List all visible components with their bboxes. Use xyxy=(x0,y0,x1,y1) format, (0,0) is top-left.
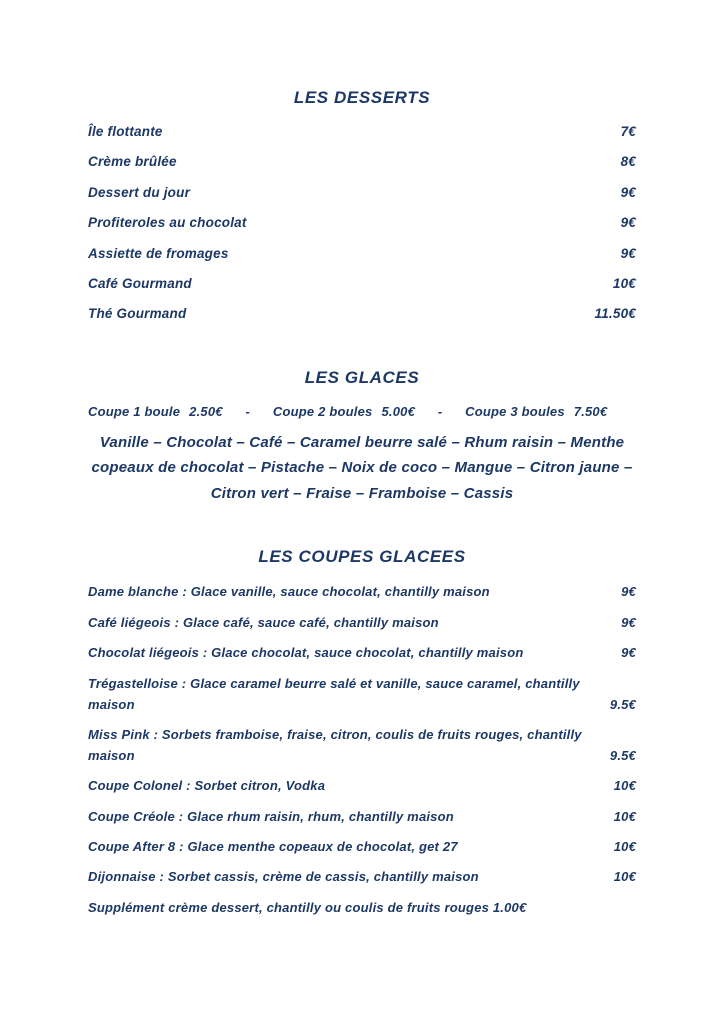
ice-cream-flavors-list: Vanille – Chocolat – Café – Caramel beurre salé – Rhum raisin – Menthe copeaux de chocolat – Pistache – Noix de coco – Mangue – Citron jaune – Citron vert – Fraise – Framboise – Cassis xyxy=(91,433,633,502)
scoop-option-price: 5.00€ xyxy=(381,403,416,419)
menu-item-price: 11.50€ xyxy=(594,306,636,322)
menu-item-row xyxy=(88,208,636,238)
desserts-section-title: LES DESSERTS xyxy=(293,88,431,107)
menu-item-name: Miss Pink : Sorbets framboise, fraise, citron, coulis de fruits rouges, chantilly maison xyxy=(88,726,582,763)
menu-item-price: 9.5€ xyxy=(609,747,636,763)
section-coupes-glacees xyxy=(88,547,636,918)
menu-item-row xyxy=(88,775,636,796)
menu-item-price: 9.5€ xyxy=(609,696,636,712)
menu-item-price: 10€ xyxy=(612,276,636,292)
menu-item-name: Chocolat liégeois : Glace chocolat, sauce chocolat, chantilly maison xyxy=(88,645,524,661)
menu-item-row xyxy=(88,724,636,766)
coupes-list xyxy=(88,581,636,887)
scoop-option xyxy=(88,404,223,419)
menu-item-row xyxy=(88,178,636,208)
scoop-option xyxy=(465,404,607,419)
separator-dash: - xyxy=(245,403,251,419)
scoop-option-price: 7.50€ xyxy=(573,403,608,419)
menu-item-price: 10€ xyxy=(613,869,636,885)
menu-item-price: 10€ xyxy=(613,778,636,794)
scoop-option-label: Coupe 3 boules xyxy=(465,403,565,419)
separator-dash: - xyxy=(437,403,443,419)
menu-item-price: 9€ xyxy=(620,184,636,200)
menu-item-row xyxy=(88,612,636,633)
menu-item-name: Café liégeois : Glace café, sauce café, chantilly maison xyxy=(88,614,439,630)
menu-item-name: Café Gourmand xyxy=(88,276,192,292)
menu-item-name: Assiette de fromages xyxy=(88,245,229,261)
menu-item-row xyxy=(88,806,636,827)
menu-item-row xyxy=(88,642,636,663)
scoop-option-price: 2.50€ xyxy=(189,403,223,419)
menu-item-name: Dame blanche : Glace vanille, sauce chocolat, chantilly maison xyxy=(88,584,490,600)
glaces-section-title: LES GLACES xyxy=(304,367,420,387)
menu-item-name: Profiteroles au chocolat xyxy=(88,215,247,231)
menu-item-name: Coupe After 8 : Glace menthe copeaux de chocolat, get 27 xyxy=(88,839,458,855)
section-desserts xyxy=(88,88,636,330)
menu-item-row xyxy=(88,147,636,177)
menu-item-price: 9€ xyxy=(620,215,636,231)
scoop-option-label: Coupe 1 boule xyxy=(88,403,181,419)
menu-item-row xyxy=(88,117,636,147)
menu-item-row xyxy=(88,239,636,269)
menu-item-name: Dijonnaise : Sorbet cassis, crème de cassis, chantilly maison xyxy=(88,869,479,885)
menu-item-price: 9€ xyxy=(621,584,636,600)
menu-item-price: 7€ xyxy=(620,124,636,139)
section-glaces xyxy=(88,368,636,507)
menu-item-name: Coupe Colonel : Sorbet citron, Vodka xyxy=(88,778,326,794)
menu-item-row xyxy=(88,269,636,299)
menu-item-price: 9€ xyxy=(621,645,636,661)
menu-item-name: Thé Gourmand xyxy=(88,306,187,322)
scoop-option xyxy=(273,404,415,419)
menu-item-name: Dessert du jour xyxy=(88,184,191,200)
menu-item-price: 10€ xyxy=(613,839,636,855)
menu-item-price: 9€ xyxy=(620,245,636,261)
menu-item-row xyxy=(88,299,636,329)
menu-item-price: 10€ xyxy=(613,808,636,824)
menu-item-price: 9€ xyxy=(621,614,636,630)
coupes-section-title: LES COUPES GLACEES xyxy=(258,547,466,567)
menu-item-price: 8€ xyxy=(620,154,636,170)
menu-item-row xyxy=(88,581,636,602)
menu-item-row xyxy=(88,866,636,887)
scoop-option-label: Coupe 2 boules xyxy=(272,403,373,419)
menu-item-name: Crème brûlée xyxy=(88,154,177,170)
menu-item-name: Trégastelloise : Glace caramel beurre salé et vanille, sauce caramel, chantilly maison xyxy=(88,675,580,712)
menu-item-row xyxy=(88,673,636,715)
menu-item-name: Coupe Créole : Glace rhum raisin, rhum, chantilly maison xyxy=(88,808,454,824)
menu-item-row xyxy=(88,836,636,857)
scoop-prices-line xyxy=(88,400,636,424)
desserts-list xyxy=(88,117,636,330)
menu-item-name: Île flottante xyxy=(88,124,163,139)
supplement-note: Supplément crème dessert, chantilly ou coulis de fruits rouges 1.00€ xyxy=(88,899,527,915)
